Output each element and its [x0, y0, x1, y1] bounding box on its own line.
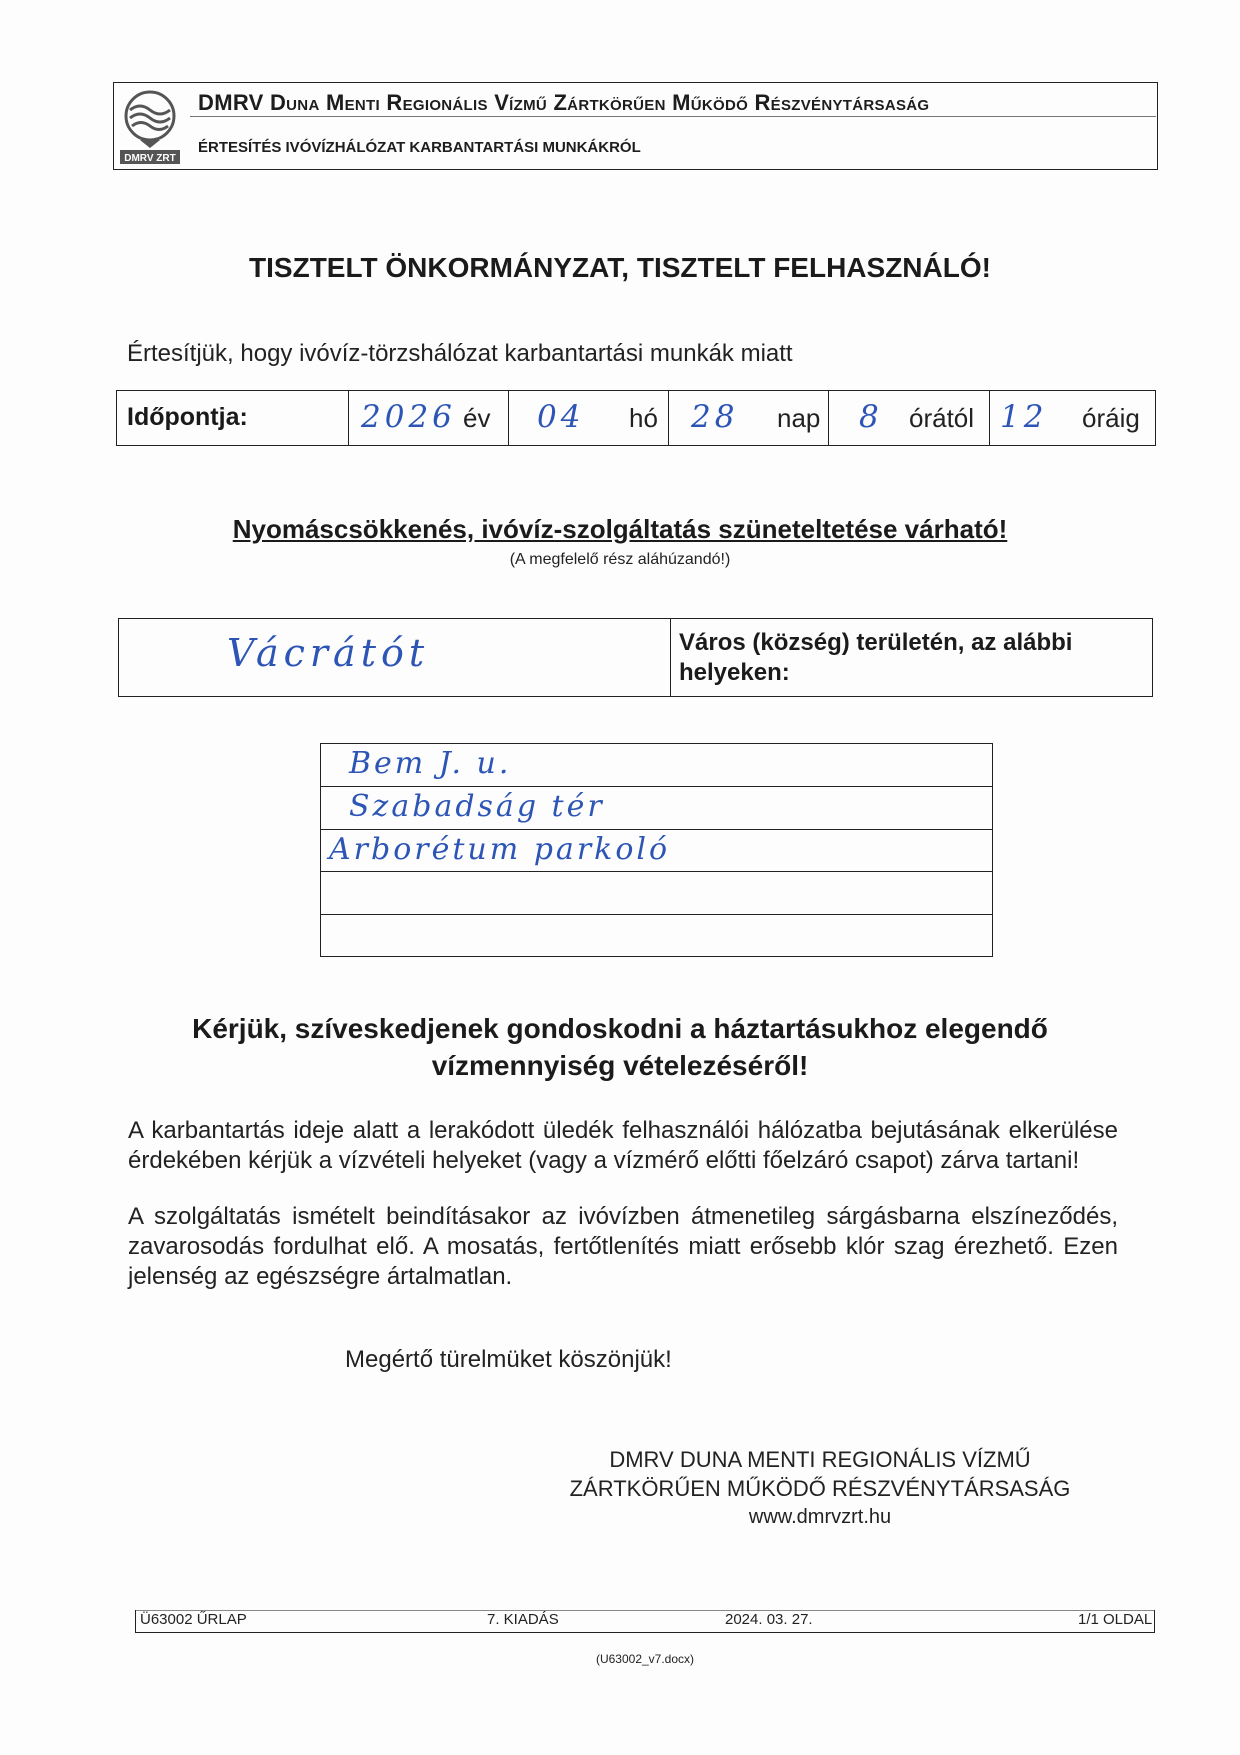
footer-box — [135, 1610, 1155, 1633]
logo-text: DMRV ZRT — [124, 153, 176, 164]
month-value: 04 — [537, 399, 585, 435]
date-label: Időpontja: — [127, 403, 248, 431]
intro-text: Értesítjük, hogy ivóvíz-törzshálózat karbantartási munkák miatt — [127, 340, 793, 367]
company-name: DMRV Duna Menti Regionális Vízmű Zártkörűen Működő Részvénytársaság — [198, 90, 930, 115]
location-row-empty — [321, 872, 992, 915]
company-logo — [118, 86, 182, 166]
document-subtitle: ÉRTESÍTÉS IVÓVÍZHÁLÓZAT KARBANTARTÁSI MUNKÁKRÓL — [198, 139, 641, 156]
website-link[interactable]: www.dmrvzrt.hu — [748, 1506, 892, 1528]
footer-form-code: Ü63002 ŰRLAP — [140, 1611, 247, 1628]
date-table — [116, 390, 1156, 446]
location-entry: Bem J. u. — [349, 746, 512, 781]
year-label: év — [463, 403, 491, 433]
notice-hint: (A megfelelő rész aláhúzandó!) — [509, 551, 731, 568]
to-hour-cell — [990, 391, 1154, 445]
greeting-heading: TISZTELT ÖNKORMÁNYZAT, TISZTELT FELHASZNÁLÓ! — [249, 252, 991, 283]
location-row — [321, 787, 992, 830]
city-label: Város (község) területén, az alábbi helyeken: — [679, 629, 1073, 686]
day-label: nap — [777, 403, 821, 433]
location-row — [321, 830, 992, 873]
document-filename: (U63002_v7.docx) — [595, 1652, 695, 1666]
header-divider — [190, 116, 1156, 117]
to-hour-value: 12 — [1000, 399, 1048, 435]
thanks-text: Megértő türelmüket köszönjük! — [345, 1346, 672, 1373]
maintenance-instructions: A karbantartás ideje alatt a lerakódott üledék felhasználói hálózatba bejutásának elkerülése érdekében kérjük a vízvételi helyeket (vagy a vízmérő előtti főelzáró csapot) zárva tartani! — [128, 1117, 1118, 1174]
month-cell — [509, 391, 669, 445]
footer-date: 2024. 03. 27. — [725, 1611, 813, 1628]
footer-edition: 7. KIADÁS — [487, 1611, 559, 1628]
footer-page: 1/1 OLDAL — [1078, 1611, 1153, 1628]
day-cell — [669, 391, 829, 445]
notice-heading: Nyomáscsökkenés, ivóvíz-szolgáltatás szüneteltetése várható! — [232, 514, 1008, 544]
city-name: Vácrátót — [227, 631, 430, 675]
year-value: 2026 — [361, 399, 456, 435]
location-row — [321, 744, 992, 787]
water-quality-note: A szolgáltatás ismételt beindításakor az ivóvízben átmenetileg sárgásbarna elszíneződés, zavarosodás fordulhat elő. A mosatás, fertőtlenítés miatt erősebb klór szag érezhető. Ezen jelenség az egészségre ártalmatlan. — [128, 1203, 1118, 1290]
signature-line-1: DMRV DUNA MENTI REGIONÁLIS VÍZMŰ — [609, 1447, 1031, 1472]
from-hour-label: órától — [909, 403, 975, 433]
city-name-cell — [119, 619, 671, 696]
signature-line-2: ZÁRTKÖRŰEN MŰKÖDŐ RÉSZVÉNYTÁRSASÁG — [569, 1476, 1071, 1501]
day-value: 28 — [691, 399, 739, 435]
city-table — [118, 618, 1153, 697]
year-cell — [349, 391, 509, 445]
from-hour-value: 8 — [859, 399, 883, 435]
month-label: hó — [629, 403, 658, 433]
location-row-empty — [321, 915, 992, 958]
location-entry: Szabadság tér — [349, 788, 605, 824]
from-hour-cell — [829, 391, 990, 445]
date-label-cell — [117, 391, 349, 445]
to-hour-label: óráig — [1082, 403, 1140, 433]
request-heading: Kérjük, szíveskedjenek gondoskodni a háztartásukhoz elegendő vízmennyiség vételezéséről! — [192, 1013, 1048, 1081]
location-entry: Arborétum parkoló — [329, 831, 671, 867]
locations-table — [320, 743, 993, 957]
